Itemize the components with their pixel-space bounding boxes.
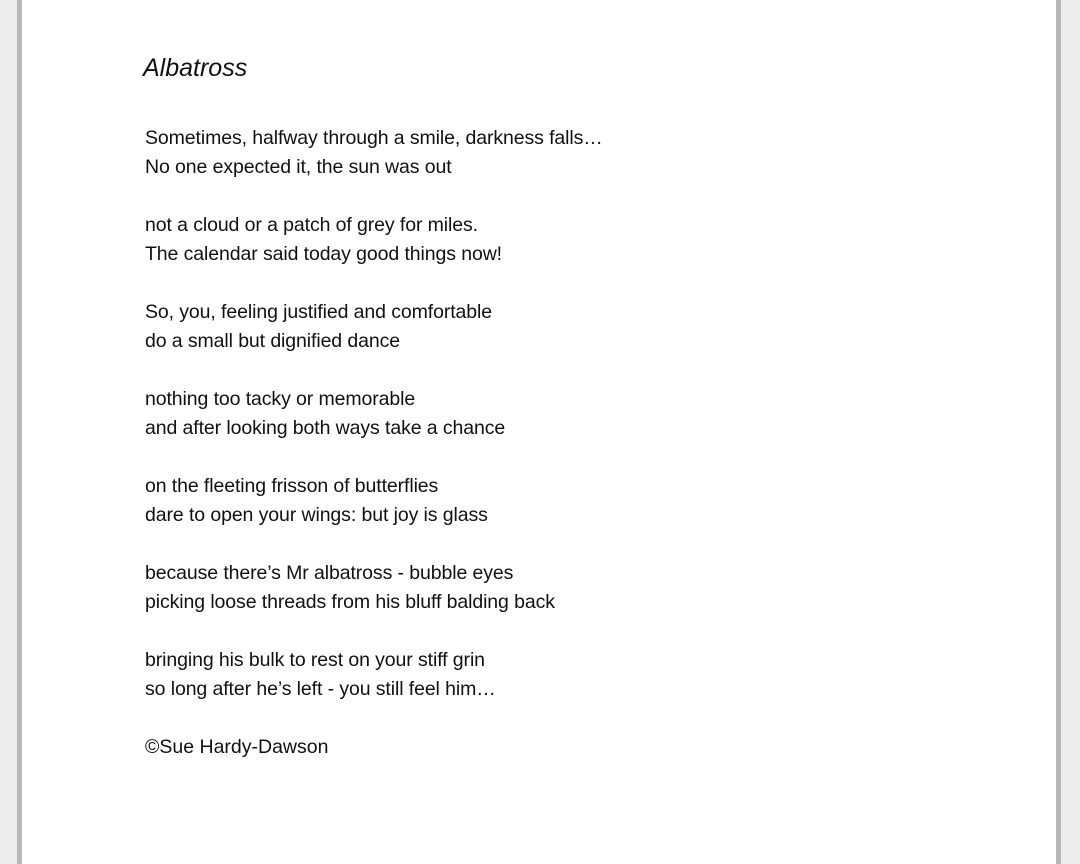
poem-line: nothing too tacky or memorable	[145, 388, 416, 410]
poem-line: So, you, feeling justified and comfortable	[145, 301, 493, 323]
poem-line: do a small but dignified dance	[145, 330, 401, 352]
poem-line: so long after he’s left - you still feel him…	[145, 678, 496, 700]
poem-line: dare to open your wings: but joy is glass	[145, 504, 488, 526]
stanza-1	[145, 124, 945, 182]
copyright-notice: ©Sue Hardy-Dawson	[145, 736, 329, 758]
poem-line: Sometimes, halfway through a smile, darkness falls…	[145, 127, 603, 149]
stanza-4	[145, 385, 945, 443]
stanza-7	[145, 646, 945, 704]
poem-line: picking loose threads from his bluff balding back	[145, 591, 555, 613]
stanza-6	[145, 559, 945, 617]
poem-line: bringing his bulk to rest on your stiff grin	[145, 649, 485, 671]
poem-line: because there’s Mr albatross - bubble eyes	[145, 562, 514, 584]
stanza-5	[145, 472, 945, 530]
poem-line: No one expected it, the sun was out	[145, 156, 452, 178]
poem-title: Albatross	[143, 54, 248, 82]
page-frame	[17, 0, 1061, 864]
poem-line: on the fleeting frisson of butterflies	[145, 475, 439, 497]
poem-line: and after looking both ways take a chance	[145, 417, 506, 439]
stanza-3	[145, 298, 945, 356]
poem	[145, 52, 945, 762]
poem-line: The calendar said today good things now!	[145, 243, 502, 265]
poem-line: not a cloud or a patch of grey for miles.	[145, 214, 478, 236]
stanza-2	[145, 211, 945, 269]
